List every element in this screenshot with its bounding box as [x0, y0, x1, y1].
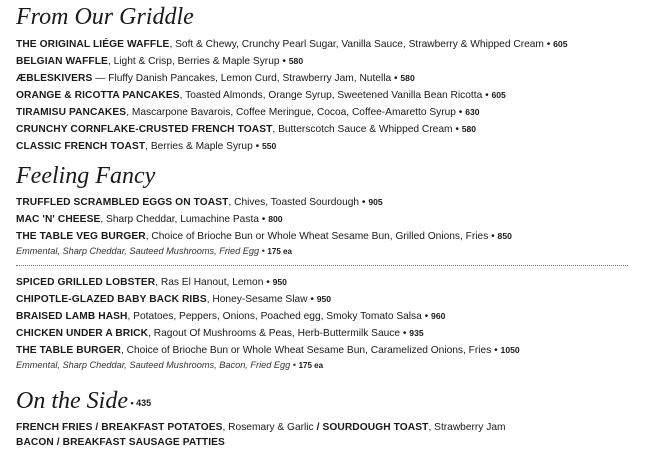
menu-item: CLASSIC FRENCH TOAST, Berries & Maple Syrup • 550: [16, 141, 277, 152]
menu-item: BRAISED LAMB HASH, Potatoes, Peppers, Onions, Poached egg, Smoky Tomato Salsa • 960: [16, 311, 446, 322]
section-title-griddle: From Our Griddle: [16, 4, 194, 30]
side-items-line: FRENCH FRIES / BREAKFAST POTATOES, Rosemary & Garlic / SOURDOUGH TOAST, Strawberry Jam: [16, 422, 506, 433]
menu-item: CHICKEN UNDER A BRICK, Ragout Of Mushrooms & Peas, Herb-Buttermilk Sauce • 935: [16, 328, 424, 339]
side-items-line: BACON / BREAKFAST SAUSAGE PATTIES: [16, 437, 225, 448]
menu-item: ORANGE & RICOTTA PANCAKES, Toasted Almonds, Orange Syrup, Sweetened Vanilla Bean Ricotta • 605: [16, 90, 506, 101]
side-price: • 435: [127, 398, 152, 408]
menu-item: BELGIAN WAFFLE, Light & Crisp, Berries & Maple Syrup • 580: [16, 56, 304, 67]
menu-item: SPICED GRILLED LOBSTER, Ras El Hanout, Lemon • 950: [16, 277, 287, 288]
add-on-note: Emmental, Sharp Cheddar, Sauteed Mushrooms, Fried Egg • 175 ea: [16, 246, 292, 256]
menu-item: CHIPOTLE-GLAZED BABY BACK RIBS, Honey-Sesame Slaw • 950: [16, 294, 332, 305]
menu-item: THE TABLE BURGER, Choice of Brioche Bun or Whole Wheat Sesame Bun, Caramelized Onions, Fries • 1050: [16, 345, 520, 356]
section-title-side: On the Side • 435: [16, 388, 152, 414]
menu-item: MAC 'N' CHEESE, Sharp Cheddar, Lumachine Pasta • 800: [16, 214, 283, 225]
add-on-note: Emmental, Sharp Cheddar, Sauteed Mushrooms, Bacon, Fried Egg • 175 ea: [16, 360, 324, 370]
menu-item: ÆBLESKIVERS — Fluffy Danish Pancakes, Lemon Curd, Strawberry Jam, Nutella • 580: [16, 73, 415, 84]
menu-item: TRUFFLED SCRAMBLED EGGS ON TOAST, Chives, Toasted Sourdough • 905: [16, 197, 383, 208]
menu-item: THE ORIGINAL LIÉGE WAFFLE, Soft & Chewy, Crunchy Pearl Sugar, Vanilla Sauce, Strawberry & Whipped Cream • 605: [16, 39, 568, 50]
dotted-divider: [16, 265, 628, 266]
section-title-fancy: Feeling Fancy: [16, 163, 156, 189]
menu-item: CRUNCHY CORNFLAKE-CRUSTED FRENCH TOAST, Butterscotch Sauce & Whipped Cream • 580: [16, 124, 477, 135]
menu-item: THE TABLE VEG BURGER, Choice of Brioche Bun or Whole Wheat Sesame Bun, Grilled Onions, Fries • 850: [16, 231, 512, 242]
menu-item: TIRAMISU PANCAKES, Mascarpone Bavarois, Coffee Meringue, Cocoa, Coffee-Amaretto Syrup • 630: [16, 107, 480, 118]
